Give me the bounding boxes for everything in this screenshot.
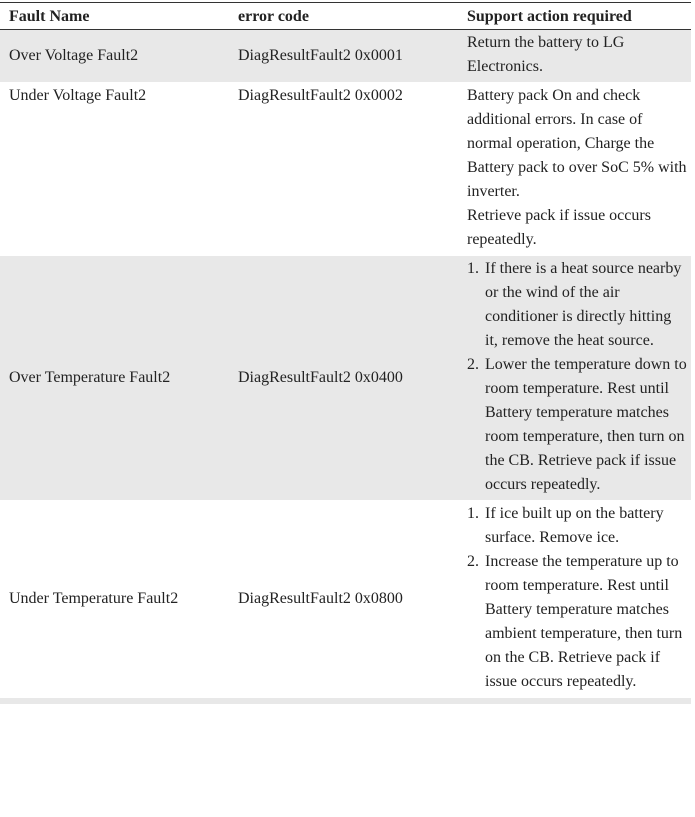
action-text: Battery pack On and check additional errors. In case of normal operation, Charge the Battery pack to over SoC 5% with inverter. — [467, 87, 687, 200]
table-bottom-band — [0, 698, 691, 704]
list-item — [467, 502, 687, 550]
table-row — [0, 30, 691, 83]
fault-name-cell: Under Temperature Fault2 — [9, 590, 179, 607]
fault-name-cell: Over Voltage Fault2 — [0, 30, 229, 83]
step-number: 2. — [467, 553, 479, 570]
fault-name-cell: Under Voltage Fault2 — [9, 87, 147, 104]
header-fault-name: Fault Name — [9, 8, 90, 25]
support-action-cell — [458, 501, 691, 698]
action-text: Retrieve pack if issue occurs repeatedly. — [467, 207, 651, 248]
error-code-cell: DiagResultFault2 0x0001 — [229, 30, 458, 83]
error-code-cell: DiagResultFault2 0x0800 — [238, 590, 403, 607]
step-number: 1. — [467, 505, 479, 522]
table-row — [0, 256, 691, 501]
error-code-cell: DiagResultFault2 0x0400 — [229, 256, 458, 501]
action-text: Return the battery to LG Electronics. — [467, 34, 625, 75]
step-text: If there is a heat source nearby or the wind of the air conditioner is directly hitting it, remove the heat source. — [485, 260, 682, 349]
step-text: Lower the temperature down to room temperature. Rest until Battery temperature matches room temperature, then turn on the CB. Retrieve pack if issue occurs repeatedly. — [485, 356, 687, 493]
header-error-code: error code — [238, 8, 309, 25]
list-item — [467, 257, 687, 353]
action-steps — [467, 257, 687, 497]
step-number: 2. — [467, 356, 479, 373]
error-code-cell: DiagResultFault2 0x0002 — [238, 87, 403, 104]
list-item — [467, 550, 687, 694]
header-support-action: Support action required — [467, 8, 632, 25]
support-action-cell — [458, 256, 691, 501]
list-item — [467, 353, 687, 497]
support-action-cell — [458, 83, 691, 256]
table-header — [0, 3, 691, 30]
table-row — [0, 501, 691, 698]
step-text: Increase the temperature up to room temperature. Rest until Battery temperature matches ambient temperature, then turn on the CB. Retrieve pack if issue occurs repeatedly. — [485, 553, 683, 690]
action-steps — [467, 502, 687, 694]
table-row — [0, 83, 691, 256]
fault-name-cell: Over Temperature Fault2 — [0, 256, 229, 501]
step-text: If ice built up on the battery surface. Remove ice. — [485, 505, 664, 546]
step-number: 1. — [467, 260, 479, 277]
support-action-cell — [458, 30, 691, 83]
fault-table — [0, 2, 691, 698]
